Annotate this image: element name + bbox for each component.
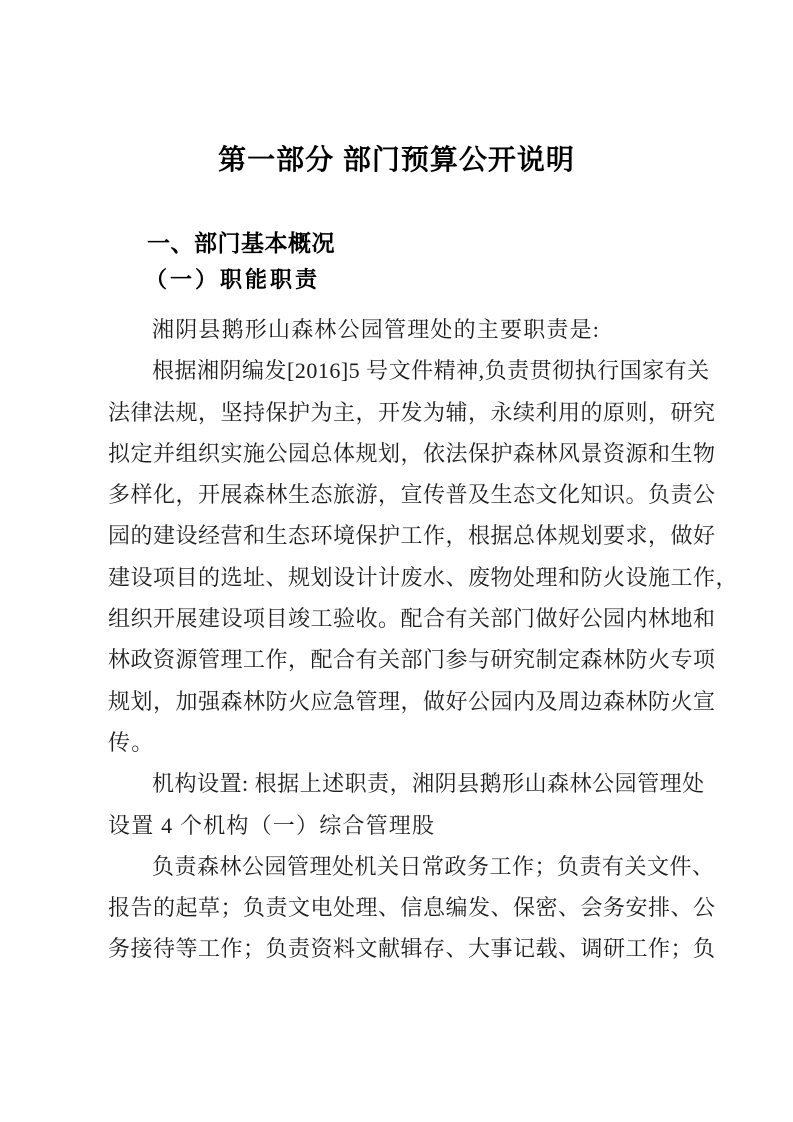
subsection-heading-duties: （一）职能职责 xyxy=(145,267,321,292)
body-line: 林政资源管理工作，配合有关部门参与研究制定森林防火专项 xyxy=(108,647,716,673)
body-line: 规划，加强森林防火应急管理，做好公园内及周边森林防火宣 xyxy=(108,688,716,714)
body-line: 组织开展建设项目竣工验收。配合有关部门做好公园内林地和 xyxy=(108,606,716,632)
body-line: 法律法规，坚持保护为主，开发为辅，永续利用的原则，研究 xyxy=(108,399,716,425)
body-line: 负责森林公园管理处机关日常政务工作；负责有关文件、 xyxy=(152,853,715,879)
body-line: 根据湘阴编发[2016]5 号文件精神,负责贯彻执行国家有关 xyxy=(152,358,710,384)
body-line: 机构设置: 根据上述职责，湘阴县鹅形山森林公园管理处 xyxy=(152,771,705,797)
body-line: 拟定并组织实施公园总体规划，依法保护森林风景资源和生物 xyxy=(108,440,716,466)
body-line: 设置 4 个机构（一）综合管理股 xyxy=(108,812,436,838)
body-line: 建设项目的选址、规划设计计废水、废物处理和防火设施工作， xyxy=(108,564,739,590)
body-line: 传。 xyxy=(108,729,155,755)
body-line: 湘阴县鹅形山森林公园管理处的主要职责是: xyxy=(152,317,601,342)
section-heading-basic-overview: 一、部门基本概况 xyxy=(147,230,335,256)
body-line: 务接待等工作；负责资料文献辑存、大事记载、调研工作；负 xyxy=(108,936,716,962)
body-line: 园的建设经营和生态环境保护工作，根据总体规划要求，做好 xyxy=(108,523,716,549)
body-text-block xyxy=(108,309,739,970)
document-title: 第一部分 部门预算公开说明 xyxy=(218,144,575,175)
body-line: 报告的起草；负责文电处理、信息编发、保密、会务安排、公 xyxy=(108,895,716,921)
body-line: 多样化，开展森林生态旅游，宣传普及生态文化知识。负责公 xyxy=(108,482,716,508)
